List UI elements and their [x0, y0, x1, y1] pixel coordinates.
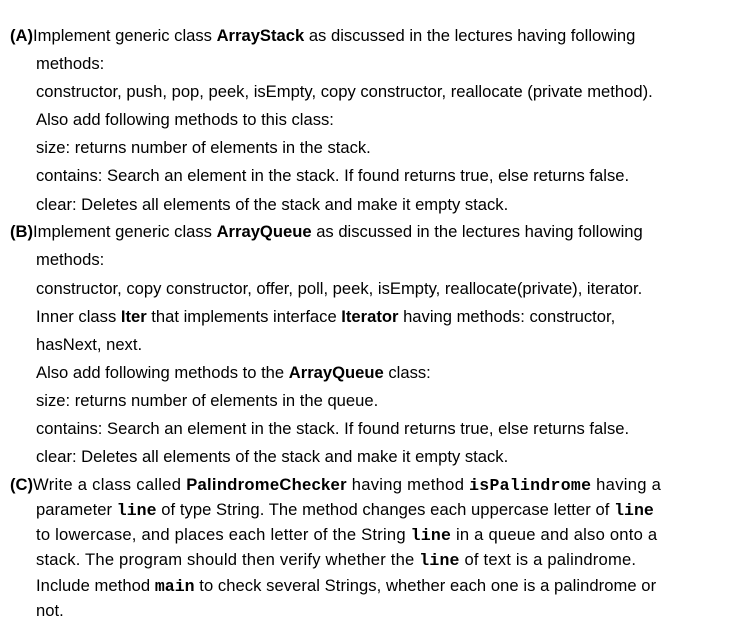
section-c-l4-pre: stack. The program should then verify whether the: [36, 550, 420, 569]
section-a-class-name: ArrayStack: [216, 26, 305, 45]
section-c-class-name: PalindromeChecker: [186, 475, 347, 494]
section-c-l1-mid: having method: [346, 475, 470, 494]
section-a-also: Also add following methods to this class:: [36, 110, 334, 129]
section-b-clear: clear: Deletes all elements of the stack and make it empty stack.: [36, 447, 509, 466]
section-a-line-1: [10, 26, 635, 46]
section-c-l4-tail: of text is a palindrome.: [459, 550, 637, 569]
section-a-methods: constructor, push, pop, peek, isEmpty, copy constructor, reallocate (private method).: [36, 82, 653, 101]
section-b-inner-class-name: Iter: [120, 307, 147, 326]
section-c-marker: (C): [10, 475, 34, 494]
section-a-intro: Implement generic class: [33, 26, 217, 45]
section-c-l4-code: line: [419, 551, 460, 570]
section-c-line-6: not.: [36, 601, 64, 620]
section-c-l2-tail: of type String. The method changes each uppercase letter of: [156, 500, 615, 519]
section-c-l3-pre: to lowercase, and places each letter of the String: [36, 525, 411, 544]
section-c-l5-code: main: [154, 577, 195, 596]
section-b-also-tail: class:: [383, 363, 431, 382]
section-b-size: size: returns number of elements in the queue.: [36, 391, 379, 410]
section-b-also-pre: Also add following methods to the: [36, 363, 289, 382]
section-b-inner-tail: having methods: constructor,: [398, 307, 616, 326]
section-c-l2-code2: line: [614, 501, 654, 520]
section-b-also: [36, 363, 431, 383]
section-a-clear: clear: Deletes all elements of the stack and make it empty stack.: [36, 195, 509, 214]
section-c-method-name: isPalindrome: [469, 476, 592, 495]
section-b-inner-class: [36, 307, 615, 327]
section-c-l2-code: line: [116, 501, 157, 520]
section-c-l1-pre: Write a class called: [33, 475, 187, 494]
section-b-line-1: [10, 222, 643, 242]
section-b-class-name: ArrayQueue: [216, 222, 312, 241]
section-c-line-2: [36, 500, 654, 520]
section-c-l5-pre: Include method: [36, 576, 155, 595]
section-b-also-class: ArrayQueue: [288, 363, 384, 382]
section-c-l3-code: line: [410, 526, 452, 545]
section-b-intro-tail: as discussed in the lectures having following: [311, 222, 643, 241]
section-c-l2-pre: parameter: [36, 500, 117, 519]
section-c-line-5: [36, 576, 656, 596]
section-b-methods: constructor, copy constructor, offer, poll, peek, isEmpty, reallocate(private), iterator.: [36, 279, 643, 298]
section-c-line-1: [10, 475, 661, 495]
section-b-contains: contains: Search an element in the stack. If found returns true, else returns false.: [36, 419, 630, 438]
section-c-line-3: [36, 525, 657, 545]
section-a-intro-tail: as discussed in the lectures having following: [304, 26, 636, 45]
section-b-marker: (B): [10, 222, 34, 241]
section-b-intro: Implement generic class: [33, 222, 217, 241]
section-c-l3-tail: in a queue and also onto a: [451, 525, 658, 544]
section-b-inner-mid: that implements interface: [146, 307, 342, 326]
section-b-inner-methods: hasNext, next.: [36, 335, 143, 354]
section-a-size: size: returns number of elements in the stack.: [36, 138, 371, 157]
section-a-contains: contains: Search an element in the stack. If found returns true, else returns false.: [36, 166, 630, 185]
section-c-l1-tail: having a: [591, 475, 662, 494]
section-a-methods-label: methods:: [36, 54, 105, 73]
section-b-inner-pre: Inner class: [36, 307, 121, 326]
section-c-line-4: [36, 550, 636, 570]
section-b-inner-interface: Iterator: [341, 307, 399, 326]
section-b-methods-label: methods:: [36, 250, 105, 269]
section-a-marker: (A): [10, 26, 34, 45]
section-c-l5-tail: to check several Strings, whether each one is a palindrome or: [194, 576, 657, 595]
